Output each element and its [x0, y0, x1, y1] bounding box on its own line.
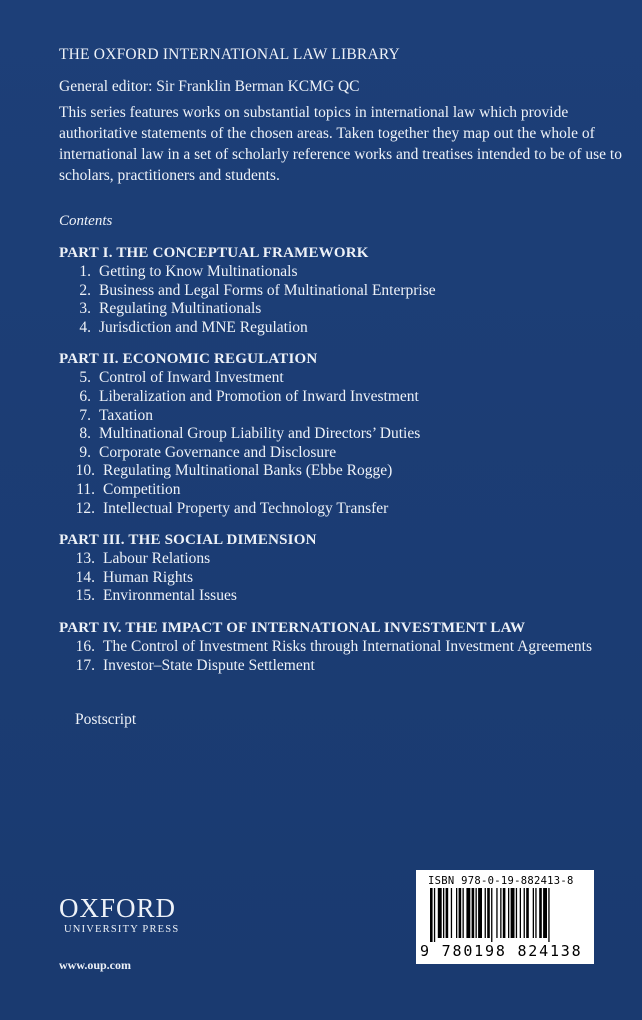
- chapter-number: 2.: [79, 281, 91, 299]
- part-title: PART II. ECONOMIC REGULATION: [59, 351, 318, 368]
- chapter-entry: [59, 425, 619, 444]
- chapter-number: 6.: [79, 387, 91, 405]
- oxford-logo: OXFORD: [59, 893, 177, 923]
- website-url: www.oup.com: [59, 958, 132, 972]
- chapter-title: Regulating Multinationals: [99, 300, 262, 318]
- table-of-contents: [59, 244, 619, 688]
- chapter-title: The Control of Investment Risks through International Investment Agreements: [103, 637, 593, 655]
- chapter-number: 16.: [75, 637, 95, 655]
- toc-part: [59, 619, 619, 675]
- chapter-number: 4.: [79, 318, 91, 336]
- chapter-entry: [59, 388, 619, 407]
- chapter-title: Corporate Governance and Disclosure: [99, 443, 337, 461]
- chapter-title: Labour Relations: [103, 550, 211, 568]
- chapter-title: Liberalization and Promotion of Inward Investment: [99, 387, 419, 405]
- chapter-title: Competition: [103, 480, 181, 498]
- chapter-number: 10.: [75, 462, 95, 480]
- chapter-title: Regulating Multinational Banks (Ebbe Rogge): [103, 462, 393, 480]
- chapter-title: Taxation: [99, 406, 154, 424]
- barcode-bars: [430, 888, 582, 942]
- chapter-number: 15.: [75, 587, 95, 605]
- series-description: This series features works on substantial topics in international law which provide authoritative statements of the chosen areas. Taken together they map out the whole of international law in a set of scholarly reference works and treatises intended to be of use to scholars, practitioners and students.: [59, 104, 622, 184]
- contents-label: Contents: [59, 213, 113, 229]
- chapter-entry: [59, 263, 619, 282]
- general-editor: General editor: Sir Franklin Berman KCMG QC: [59, 78, 360, 95]
- chapter-entry: [59, 319, 619, 338]
- toc-part: [59, 244, 619, 337]
- chapter-number: 11.: [76, 480, 95, 498]
- chapter-number: 8.: [79, 425, 91, 443]
- toc-part: [59, 350, 619, 518]
- toc-part: [59, 531, 619, 606]
- chapter-title: Business and Legal Forms of Multinational Enterprise: [99, 281, 436, 299]
- chapter-title: Getting to Know Multinationals: [99, 263, 298, 280]
- chapter-number: 5.: [79, 369, 91, 387]
- isbn-barcode: [416, 870, 594, 964]
- chapter-entry: [59, 300, 619, 319]
- postscript: Postscript: [75, 711, 137, 728]
- chapter-entry: [59, 369, 619, 388]
- chapter-title: Investor–State Dispute Settlement: [103, 656, 315, 674]
- barcode-digits: 9 780198 824138: [420, 942, 583, 960]
- part-title: PART I. THE CONCEPTUAL FRAMEWORK: [59, 245, 369, 261]
- university-press-label: UNIVERSITY PRESS: [64, 924, 180, 935]
- isbn-text: ISBN 978-0-19-882413-8: [428, 875, 574, 887]
- chapter-entry: [59, 638, 619, 657]
- chapter-entry: [59, 657, 619, 676]
- chapter-entry: [59, 282, 619, 301]
- chapter-entry: [59, 550, 619, 569]
- chapter-title: Control of Inward Investment: [99, 369, 284, 387]
- chapter-number: 9.: [79, 443, 91, 461]
- chapter-entry: [59, 444, 619, 463]
- chapter-number: 17.: [75, 656, 95, 674]
- chapter-entry: [59, 407, 619, 426]
- part-title: PART III. THE SOCIAL DIMENSION: [59, 532, 317, 549]
- chapter-entry: [59, 569, 619, 588]
- chapter-number: 7.: [79, 406, 91, 424]
- chapter-number: 1.: [79, 263, 91, 280]
- chapter-title: Human Rights: [103, 568, 193, 586]
- chapter-entry: [59, 587, 619, 606]
- chapter-number: 12.: [75, 499, 95, 517]
- chapter-number: 14.: [75, 568, 95, 586]
- chapter-title: Jurisdiction and MNE Regulation: [99, 318, 308, 336]
- chapter-number: 3.: [79, 300, 91, 318]
- chapter-entry: [59, 500, 619, 519]
- chapter-title: Multinational Group Liability and Directors’ Duties: [99, 425, 421, 443]
- chapter-title: Intellectual Property and Technology Transfer: [103, 499, 389, 517]
- part-title: PART IV. THE IMPACT OF INTERNATIONAL INVESTMENT LAW: [59, 619, 526, 636]
- chapter-entry: [59, 481, 619, 500]
- chapter-title: Environmental Issues: [103, 587, 237, 605]
- chapter-number: 13.: [75, 550, 95, 568]
- chapter-entry: [59, 462, 619, 481]
- series-title: THE OXFORD INTERNATIONAL LAW LIBRARY: [59, 46, 400, 63]
